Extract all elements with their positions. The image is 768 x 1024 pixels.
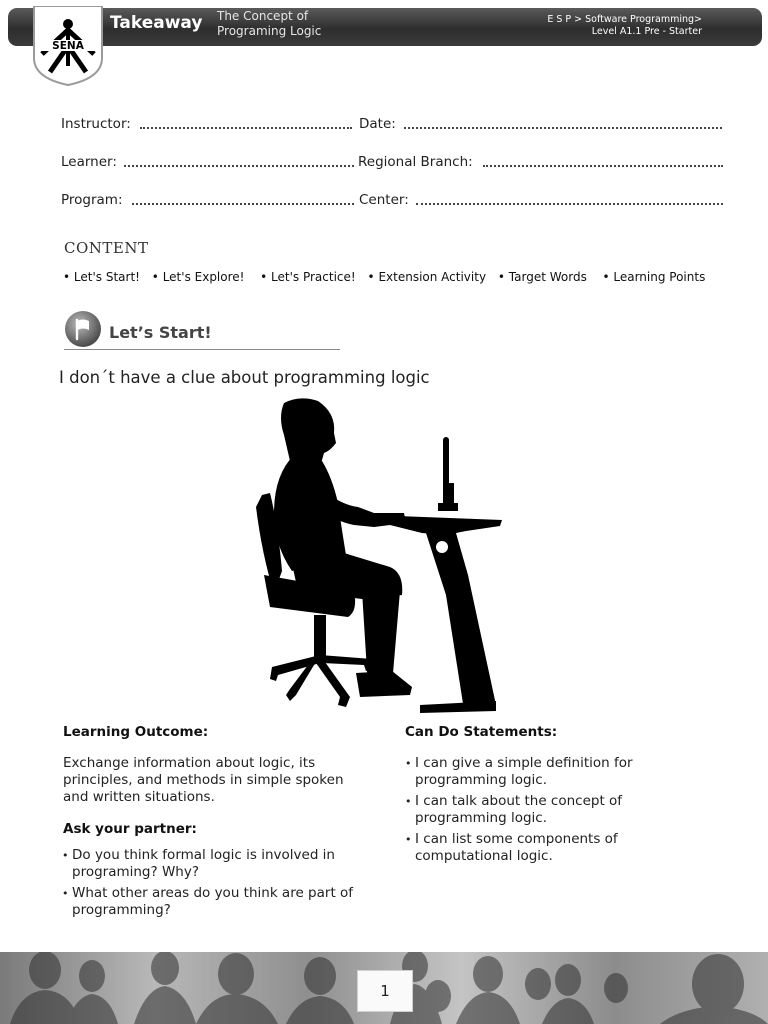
content-item: • Learning Points [598,270,706,284]
person-at-computer-illustration [250,395,512,720]
list-item: • I can give a simple definition for programming logic. [405,755,670,789]
content-item: • Extension Activity [367,270,487,284]
list-item: • What other areas do you think are part of programming? [62,885,372,919]
sena-logo [32,6,104,86]
header-title: Takeaway [110,13,203,33]
lets-start-divider [64,349,340,350]
content-item-label: Extension Activity [378,270,487,284]
breadcrumb-line1: E S P > Software Programming> [547,14,702,25]
flag-icon [64,310,102,348]
regional-branch-label: Regional Branch: [358,154,473,170]
content-list [63,270,713,284]
content-item-label: Let's Practice! [271,270,356,284]
center-label: Center: [359,192,409,208]
intro-text: I don´t have a clue about programming logic [59,368,430,387]
content-item-label: Let's Explore! [162,270,245,284]
learning-outcome-text: Exchange information about logic, its principles, and methods in simple spoken and written situations. [63,755,344,805]
page-number: 1 [357,970,413,1012]
program-line[interactable] [132,203,354,205]
content-item-label: Target Words [508,270,587,284]
learner-line[interactable] [124,165,354,167]
header-subtitle-line2: Programing Logic [217,24,322,38]
content-item-label: Learning Points [613,270,706,284]
content-heading: CONTENT [64,239,149,257]
learning-outcome-heading: Learning Outcome: [63,724,209,740]
svg-text:SENA: SENA [52,40,84,52]
content-item-label: Let's Start! [73,270,140,284]
date-line[interactable] [404,127,722,129]
breadcrumb-line2: Level A1.1 Pre - Starter [591,26,702,37]
list-item: • I can list some components of computational logic. [405,831,670,865]
regional-branch-line[interactable] [483,165,723,167]
program-label: Program: [61,192,123,208]
instructor-label: Instructor: [61,116,131,132]
header-subtitle [217,9,321,39]
list-item: • Do you think formal logic is involved in programing? Why? [62,847,372,881]
can-do-heading: Can Do Statements: [405,724,558,740]
content-item: • Let's Start! [63,270,140,284]
header-subtitle-line1: The Concept of [217,9,309,23]
content-item: • Target Words [497,270,587,284]
learner-label: Learner: [61,154,117,170]
instructor-line[interactable] [140,127,352,129]
can-do-list [405,755,670,869]
ask-partner-heading: Ask your partner: [63,821,197,837]
list-item: • I can talk about the concept of programming logic. [405,793,670,827]
lets-start-title: Let’s Start! [109,323,212,342]
breadcrumb [547,14,702,38]
date-label: Date: [359,116,396,132]
content-item: • Let's Practice! [256,270,356,284]
center-line[interactable] [416,203,723,205]
content-item: • Let's Explore! [151,270,245,284]
ask-partner-list [62,847,372,923]
